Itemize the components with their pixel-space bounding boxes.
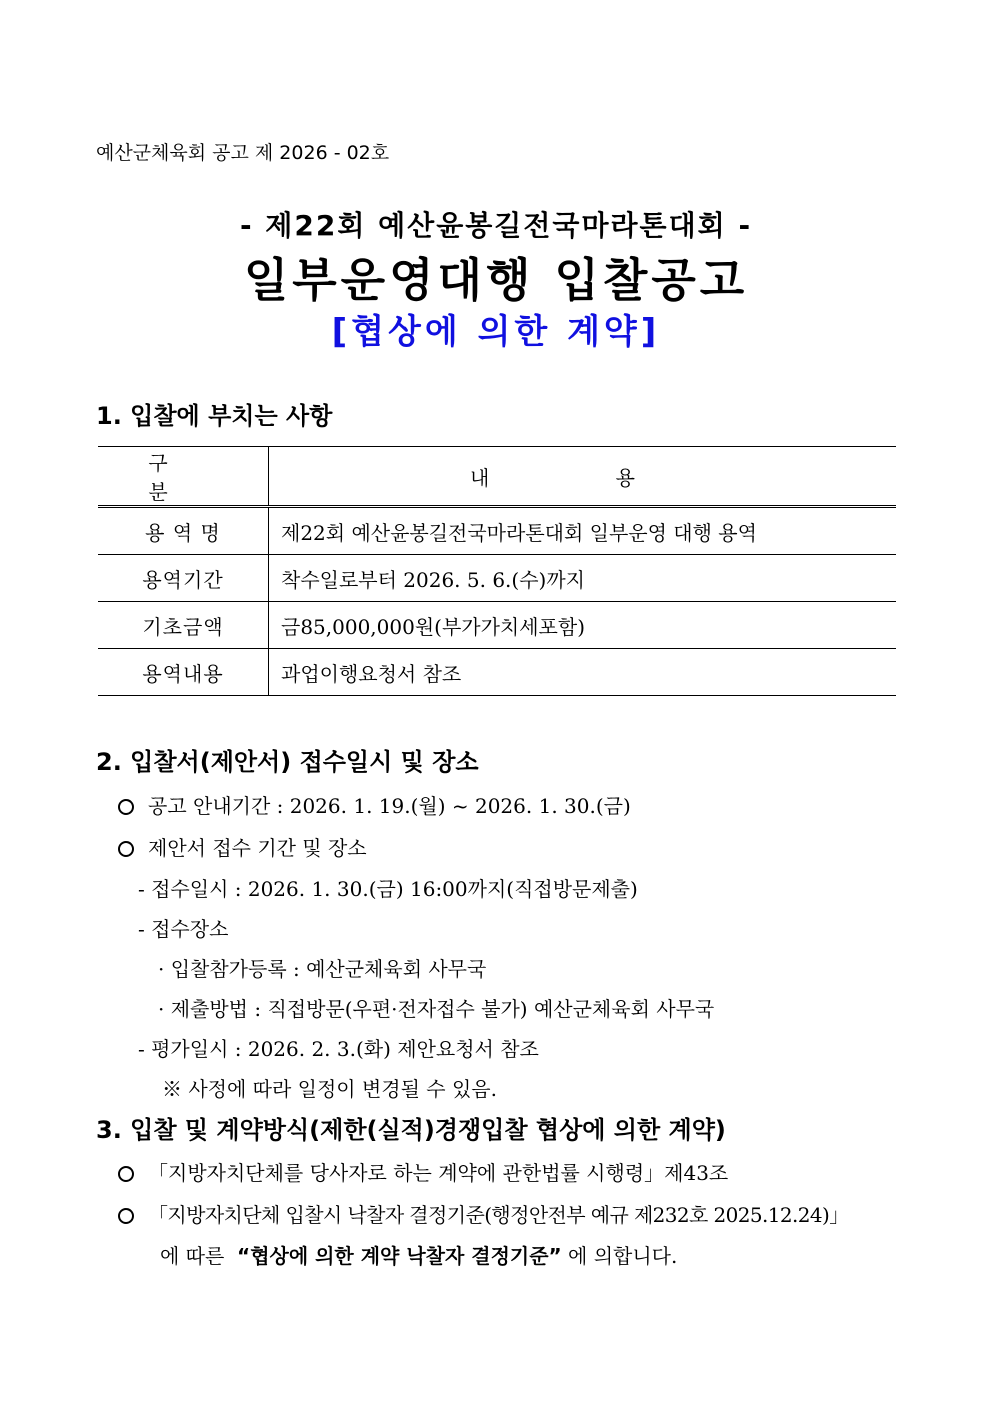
row-key: 용역기간 — [98, 555, 269, 602]
section3-heading: 3. 입찰 및 계약방식(제한(실적)경쟁입찰 협상에 의한 계약) — [96, 1116, 726, 1144]
row-value: 착수일로부터 2026. 5. 6.(수)까지 — [269, 555, 897, 602]
section2-heading: 2. 입찰서(제안서) 접수일시 및 장소 — [96, 748, 479, 776]
list-item: 「지방자치단체 입찰시 낙찰자 결정기준(행정안전부 예규 제232호 2025.12.24)」 — [118, 1199, 849, 1228]
contract-type-label: [협상에 의한 계약] — [331, 312, 661, 352]
list-item: - 접수장소 — [138, 917, 229, 941]
list-item: - 평가일시 : 2026. 2. 3.(화) 제안요청서 참조 — [138, 1037, 539, 1061]
notice-number: 예산군체육회 공고 제 2026 - 02호 — [96, 142, 390, 164]
row-key: 용역내용 — [98, 649, 269, 696]
page-title: 일부운영대행 입찰공고 — [243, 253, 749, 307]
table-header-row — [98, 447, 896, 507]
schedule-note: ※ 사정에 따라 일정이 변경될 수 있음. — [162, 1077, 497, 1101]
table-row — [98, 507, 896, 555]
row-value: 제22회 예산윤봉길전국마라톤대회 일부운영 대행 용역 — [269, 507, 897, 555]
table-row — [98, 555, 896, 602]
list-item: - 접수일시 : 2026. 1. 30.(금) 16:00까지(직접방문제출) — [138, 877, 638, 901]
circle-bullet-icon — [118, 799, 134, 815]
table-header-category: 구 분 — [98, 447, 269, 507]
decision-criteria-emphasis: “협상에 의한 계약 낙찰자 결정기준” — [237, 1244, 562, 1268]
table-row — [98, 649, 896, 696]
list-item: · 입찰참가등록 : 예산군체육회 사무국 — [158, 957, 487, 981]
circle-bullet-icon — [118, 1166, 134, 1182]
list-item: 공고 안내기간 : 2026. 1. 19.(월) ~ 2026. 1. 30.(금) — [118, 790, 631, 819]
row-key: 용 역 명 — [98, 507, 269, 555]
list-item: · 제출방법 : 직접방문(우편·전자접수 불가) 예산군체육회 사무국 — [158, 997, 715, 1021]
row-value: 과업이행요청서 참조 — [269, 649, 897, 696]
event-subtitle: - 제22회 예산윤봉길전국마라톤대회 - — [239, 209, 753, 242]
row-value: 금85,000,000원(부가가치세포함) — [269, 602, 897, 649]
table-header-content: 내 용 — [269, 447, 897, 507]
row-key: 기초금액 — [98, 602, 269, 649]
table-row — [98, 602, 896, 649]
section1-heading: 1. 입찰에 부치는 사항 — [96, 402, 333, 430]
circle-bullet-icon — [118, 1208, 134, 1224]
list-item: 「지방자치단체를 당사자로 하는 계약에 관한법률 시행령」제43조 — [118, 1157, 728, 1186]
bid-overview-table — [98, 446, 896, 696]
circle-bullet-icon — [118, 841, 134, 857]
list-item: 제안서 접수 기간 및 장소 — [118, 832, 367, 861]
closing-sentence: 에 따른 “협상에 의한 계약 낙찰자 결정기준” 에 의합니다. — [160, 1244, 678, 1268]
